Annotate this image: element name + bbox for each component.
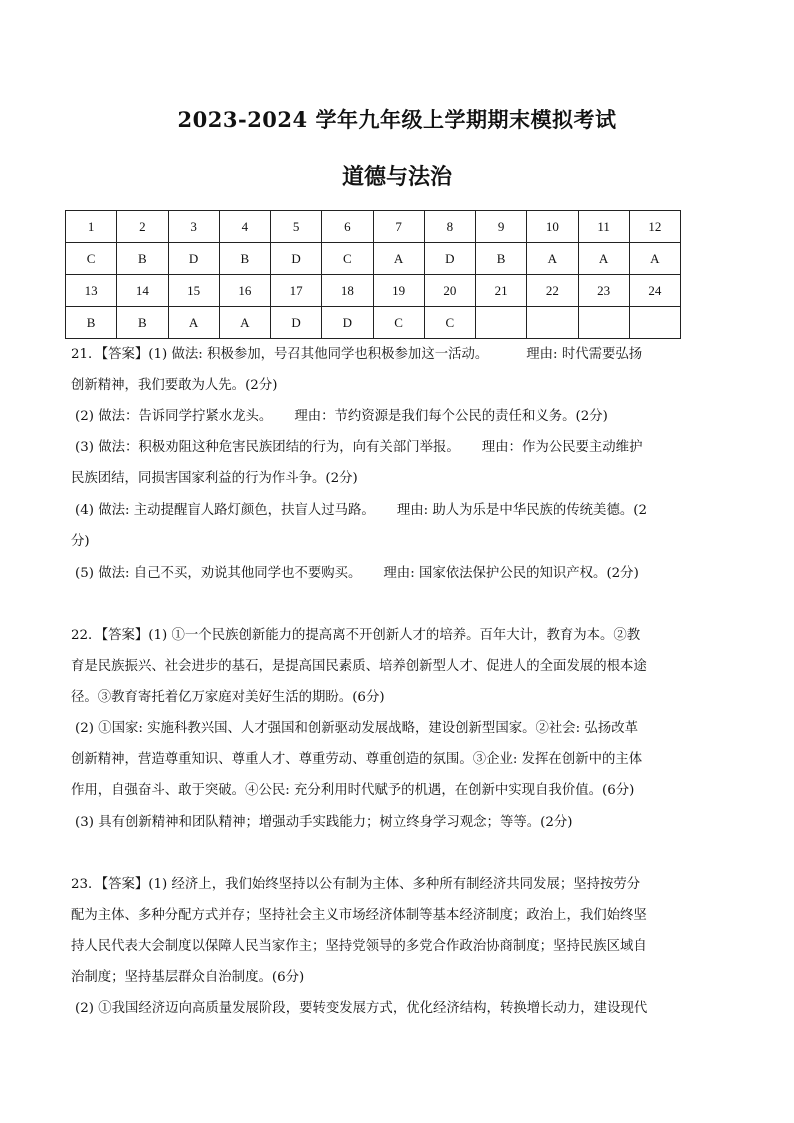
answer-cell: B (476, 243, 527, 275)
question-number: 6 (322, 211, 373, 243)
q23-line-3: 持人民代表大会制度以保障人民当家作主；坚持党领导的多党合作政治协商制度；坚持民族区域自 (71, 939, 647, 954)
table-row-answers-1 (66, 243, 681, 275)
question-number: 5 (271, 211, 322, 243)
q21-line-5: 民族团结，同损害国家利益的行为作斗争。(2分) (71, 471, 358, 486)
q21-line-7: 分) (71, 534, 90, 549)
answer-cell: D (271, 243, 322, 275)
question-number: 7 (373, 211, 424, 243)
question-number: 22 (527, 275, 578, 307)
answer-cell: A (168, 307, 219, 339)
question-number: 8 (424, 211, 475, 243)
q21-line-6 (75, 502, 647, 520)
answer-cell: C (373, 307, 424, 339)
table-row-numbers-1 (66, 211, 681, 243)
q21-answer-1-reason: 理由: 时代需要弘扬 (526, 347, 643, 362)
answer-cell: C (322, 243, 373, 275)
answer-cell: D (322, 307, 373, 339)
q21-line-1 (71, 346, 642, 364)
question-number: 15 (168, 275, 219, 307)
q22-line-2: 育是民族振兴、社会进步的基石，是提高国民素质、培养创新型人才、促进人的全面发展的根本途 (71, 659, 647, 674)
question-number: 3 (168, 211, 219, 243)
question-number: 24 (629, 275, 680, 307)
table-row-answers-2 (66, 307, 681, 339)
answer-cell (476, 307, 527, 339)
question-number: 11 (578, 211, 629, 243)
q22-line-5: 创新精神，营造尊重知识、尊重人才、尊重劳动、尊重创造的氛围。③企业: 发挥在创新中的主体 (71, 752, 643, 767)
answer-cell: D (168, 243, 219, 275)
q23-line-1: 23．【答案】(1) 经济上，我们始终坚持以公有制为主体、多种所有制经济共同发展；坚持按劳分 (71, 877, 641, 892)
q21-answer-2-method: (2) 做法：告诉同学拧紧水龙头。 (75, 409, 273, 424)
answer-cell: A (373, 243, 424, 275)
answer-cell: C (66, 243, 117, 275)
answer-cell: B (66, 307, 117, 339)
question-number: 2 (117, 211, 168, 243)
question-number: 13 (66, 275, 117, 307)
table-row-numbers-2 (66, 275, 681, 307)
q21-answer-2-reason: 理由：节约资源是我们每个公民的责任和义务。(2分) (294, 409, 608, 424)
answer-cell: A (578, 243, 629, 275)
q23-line-4: 治制度；坚持基层群众自治制度。(6分) (71, 970, 305, 985)
answer-cell: B (117, 243, 168, 275)
answer-table (65, 210, 681, 339)
q22-line-1: 22．【答案】(1) ①一个民族创新能力的提高离不开创新人才的培养。百年大计，教育为本。②教 (71, 628, 641, 643)
question-number: 9 (476, 211, 527, 243)
answer-cell: D (271, 307, 322, 339)
q21-answer-5-method: (5) 做法: 自己不买，劝说其他同学也不要购买。 (75, 566, 362, 581)
question-number: 12 (629, 211, 680, 243)
question-number: 23 (578, 275, 629, 307)
q21-answer-1-method: 21．【答案】(1) 做法: 积极参加，号召其他同学也积极参加这一活动。 (71, 347, 489, 362)
answer-cell: B (219, 243, 270, 275)
question-number: 21 (476, 275, 527, 307)
answer-cell: A (629, 243, 680, 275)
q23-line-2: 配为主体、多种分配方式并存；坚持社会主义市场经济体制等基本经济制度；政治上，我们始终坚 (71, 908, 647, 923)
question-number: 19 (373, 275, 424, 307)
answer-cell: A (527, 243, 578, 275)
answer-cell (527, 307, 578, 339)
q22-line-7: (3) 具有创新精神和团队精神；增强动手实践能力；树立终身学习观念；等等。(2分) (75, 815, 573, 830)
q22-line-4: (2) ①国家: 实施科教兴国、人才强国和创新驱动发展战略，建设创新型国家。②社会: 弘扬改革 (75, 721, 638, 736)
answer-cell: A (219, 307, 270, 339)
page-title: 2023-2024 学年九年级上学期期末模拟考试 (177, 107, 617, 132)
answer-cell: B (117, 307, 168, 339)
answer-cell (578, 307, 629, 339)
q22-line-6: 作用，自强奋斗、敢于突破。④公民: 充分利用时代赋予的机遇，在创新中实现自我价值。(6分) (71, 783, 635, 798)
question-number: 4 (219, 211, 270, 243)
question-number: 17 (271, 275, 322, 307)
q21-answer-3-reason: 理由：作为公民要主动维护 (481, 440, 643, 455)
question-number: 18 (322, 275, 373, 307)
q21-line-2: 创新精神，我们要敢为人先。(2分) (71, 378, 278, 393)
q21-answer-4-reason: 理由: 助人为乐是中华民族的传统美德。(2 (396, 503, 647, 518)
q21-answer-4-method: (4) 做法: 主动提醒盲人路灯颜色，扶盲人过马路。 (75, 503, 375, 518)
question-number: 1 (66, 211, 117, 243)
q21-line-3 (75, 408, 608, 426)
question-number: 16 (219, 275, 270, 307)
answer-cell (629, 307, 680, 339)
q21-answer-5-reason: 理由: 国家依法保护公民的知识产权。(2分) (383, 566, 639, 581)
question-number: 14 (117, 275, 168, 307)
question-number: 20 (424, 275, 475, 307)
q21-line-4 (75, 439, 642, 457)
q22-line-3: 径。③教育寄托着亿万家庭对美好生活的期盼。(6分) (71, 690, 385, 705)
answer-cell: D (424, 243, 475, 275)
answer-cell: C (424, 307, 475, 339)
q21-line-8 (75, 565, 639, 583)
question-number: 10 (527, 211, 578, 243)
q23-line-5: (2) ①我国经济迈向高质量发展阶段，要转变发展方式，优化经济结构，转换增长动力，建设现代 (75, 1001, 648, 1016)
subject-title: 道德与法治 (341, 164, 452, 190)
q21-answer-3-method: (3) 做法：积极劝阻这种危害民族团结的行为，向有关部门举报。 (75, 440, 460, 455)
